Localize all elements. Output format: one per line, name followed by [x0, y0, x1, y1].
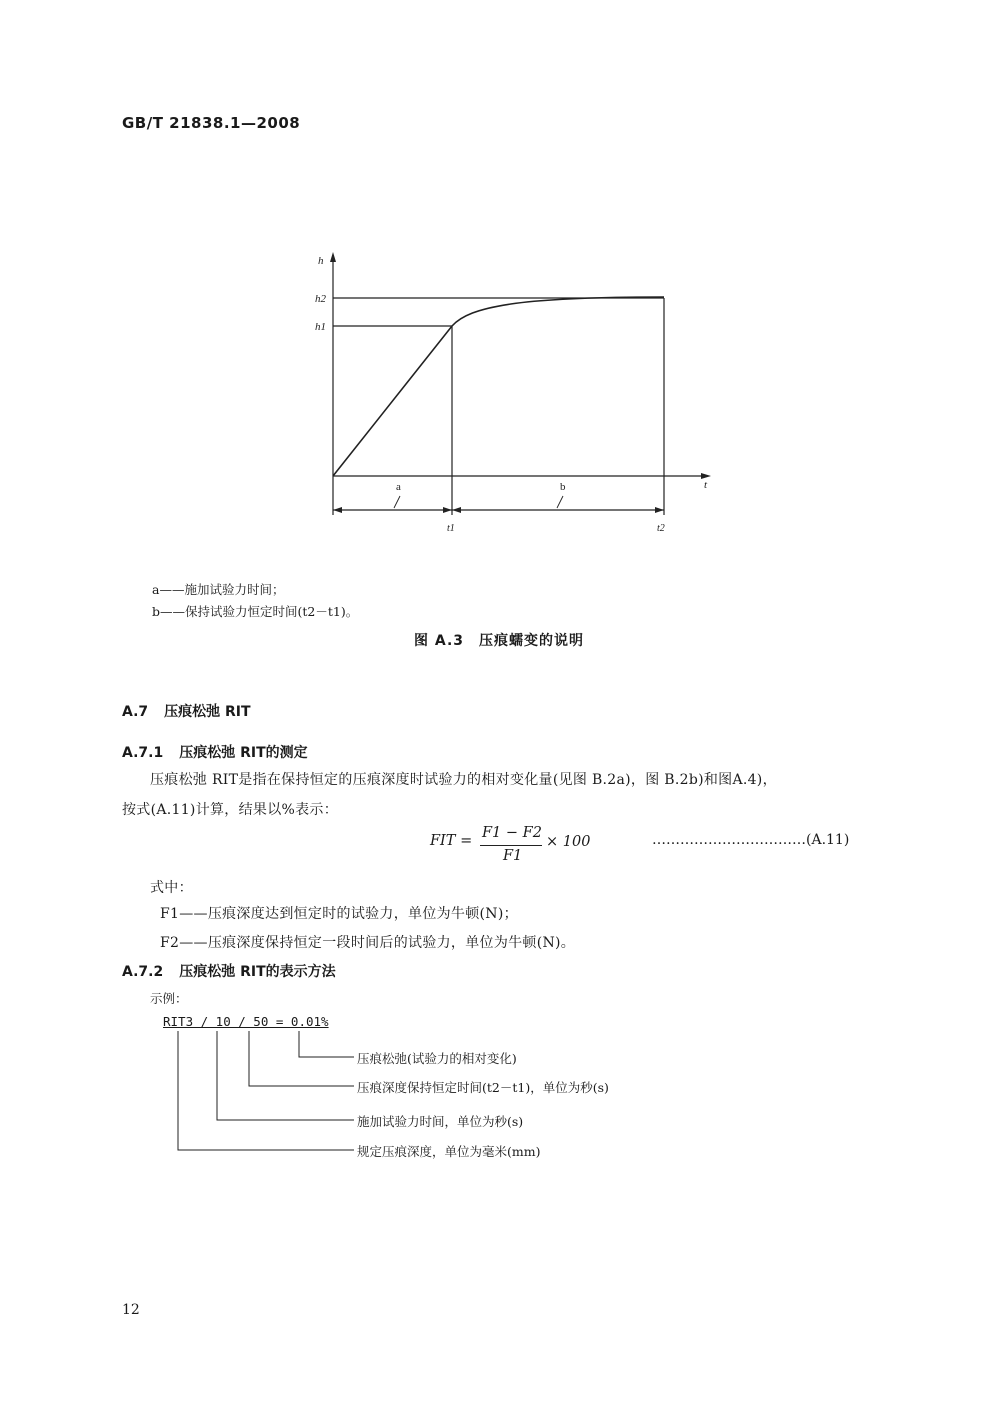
- paragraph-line-2: 按式(A.11)计算，结果以%表示：: [122, 802, 339, 818]
- callout-apply-time: 施加试验力时间，单位为秒(s): [357, 1114, 524, 1129]
- t1-label: t1: [447, 523, 455, 534]
- formula-denominator: F1: [503, 848, 523, 864]
- section-number: A.7: [122, 704, 149, 720]
- callout-depth: 规定压痕深度，单位为毫米(mm): [357, 1144, 541, 1159]
- callout-line-1: [299, 1031, 354, 1057]
- h2-label: h2: [315, 293, 326, 305]
- x-axis-label: t: [704, 479, 708, 491]
- equation-number: ……………………………(A.11): [652, 832, 850, 848]
- paragraph-line-1: 压痕松弛 RIT是指在保持恒定的压痕深度时试验力的相对变化量(见图 B.2a)，图 B.2b)和图A.4)，: [150, 772, 777, 788]
- example-expression: RIT3 / 10 / 50 = 0.01%: [163, 1014, 329, 1029]
- formula-times-100: × 100: [546, 834, 591, 850]
- page-number: 12: [122, 1302, 140, 1318]
- section-title: 压痕松弛 RIT的表示方法: [179, 964, 336, 980]
- section-title: 压痕松弛 RIT的测定: [179, 745, 308, 761]
- where-f2: F2——压痕深度保持恒定一段时间后的试验力，单位为牛顿(N)。: [160, 935, 576, 951]
- h1-label: h1: [315, 321, 326, 333]
- formula-lhs: FIT =: [430, 833, 473, 849]
- section-number: A.7.1: [122, 745, 164, 761]
- where-label: 式中：: [150, 880, 193, 896]
- formula-numerator: F1 − F2: [482, 825, 542, 841]
- legend-a: a——施加试验力时间；: [152, 582, 285, 597]
- callout-line-3: [217, 1031, 354, 1120]
- section-number: A.7.2: [122, 964, 164, 980]
- callout-line-4: [178, 1031, 354, 1150]
- example-label: 示例：: [150, 991, 188, 1006]
- where-f1: F1——压痕深度达到恒定时的试验力，单位为牛顿(N)；: [160, 906, 518, 922]
- t2-label: t2: [657, 523, 665, 534]
- callout-line-2: [249, 1031, 354, 1086]
- callout-relaxation: 压痕松弛(试验力的相对变化): [357, 1051, 517, 1066]
- y-axis-label: h: [318, 255, 324, 267]
- figure-caption: 图 A.3 压痕蠕变的说明: [414, 633, 585, 649]
- standard-number: GB/T 21838.1—2008: [122, 114, 301, 132]
- segment-b-label: b: [560, 481, 566, 493]
- section-title: 压痕松弛 RIT: [164, 704, 251, 720]
- segment-a-label: a: [396, 481, 401, 493]
- legend-b: b——保持试验力恒定时间(t2－t1)。: [152, 604, 359, 619]
- callout-hold-time: 压痕深度保持恒定时间(t2－t1)，单位为秒(s): [357, 1080, 609, 1095]
